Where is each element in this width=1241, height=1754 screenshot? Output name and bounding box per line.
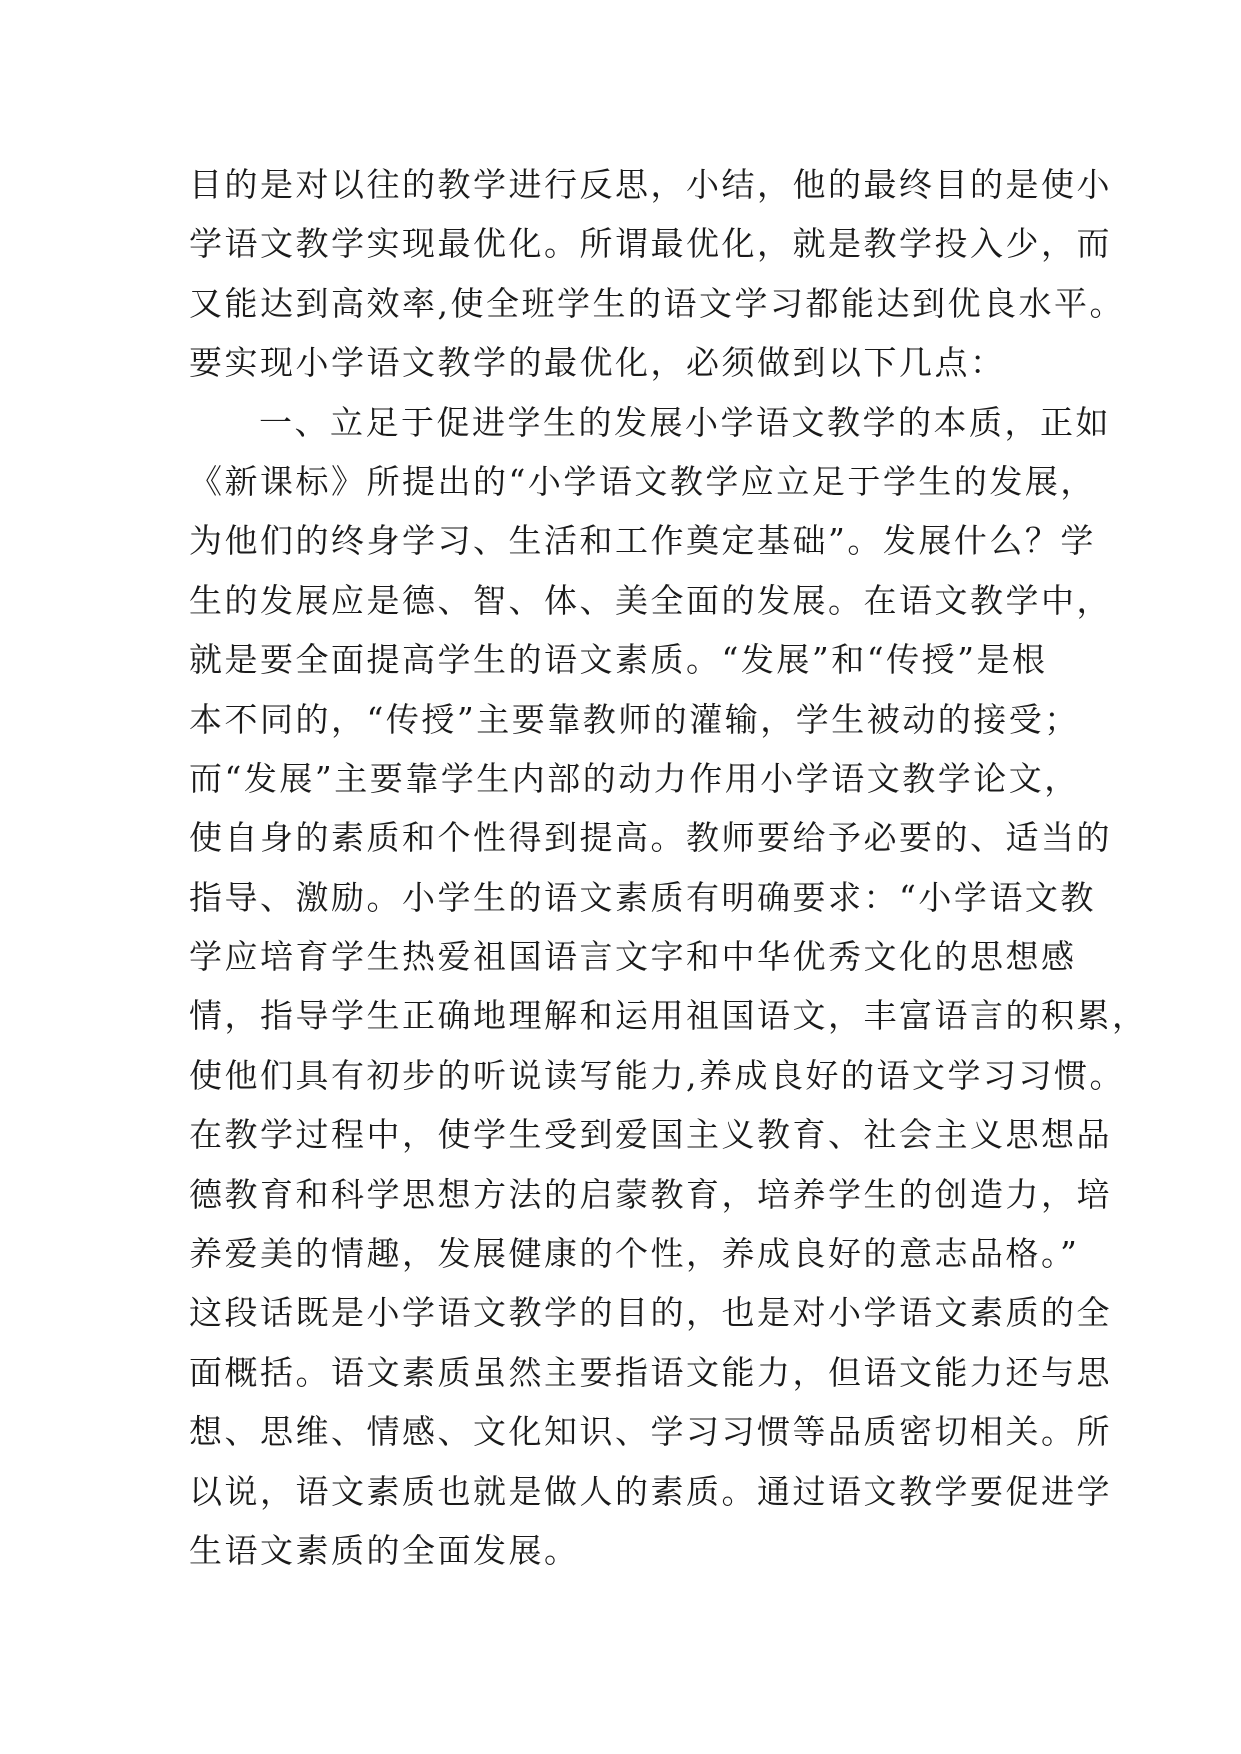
text-line: 以说，语文素质也就是做人的素质。通过语文教学要促进学 xyxy=(189,1471,1112,1511)
text-line: 情，指导学生正确地理解和运用祖国语文，丰富语言的积累， xyxy=(189,996,1148,1036)
text-line: 要实现小学语文教学的最优化，必须做到以下几点： xyxy=(189,343,1006,383)
body-text xyxy=(189,155,1148,1580)
text-line: 使自身的素质和个性得到提高。教师要给予必要的、适当的 xyxy=(189,818,1112,858)
text-line: 养爱美的情趣，发展健康的个性，养成良好的意志品格。” xyxy=(189,1234,1080,1274)
text-line: 又能达到高效率,使全班学生的语文学习都能达到优良水平。 xyxy=(189,283,1125,323)
section-heading-line: 一、立足于促进学生的发展小学语文教学的本质，正如 xyxy=(259,402,1111,442)
text-line: 就是要全面提高学生的语文素质。“发展”和“传授”是根 xyxy=(189,640,1048,680)
text-line: 使他们具有初步的听说读写能力,养成良好的语文学习习惯。 xyxy=(189,1055,1125,1095)
text-line: 生语文素质的全面发展。 xyxy=(189,1530,580,1570)
text-line: 本不同的，“传授”主要靠教师的灌输，学生被动的接受； xyxy=(189,699,1080,739)
text-line: 德教育和科学思想方法的启蒙教育，培养学生的创造力，培 xyxy=(189,1174,1112,1214)
text-line: 而“发展”主要靠学生内部的动力作用小学语文教学论文， xyxy=(189,758,1080,798)
text-line: 为他们的终身学习、生活和工作奠定基础”。发展什么？学 xyxy=(189,521,1096,561)
text-line: 指导、激励。小学生的语文素质有明确要求：“小学语文教 xyxy=(189,877,1096,917)
text-line: 想、思维、情感、文化知识、学习习惯等品质密切相关。所 xyxy=(189,1412,1112,1452)
text-line: 生的发展应是德、智、体、美全面的发展。在语文教学中， xyxy=(189,580,1112,620)
text-line: 学应培育学生热爱祖国语言文字和中华优秀文化的思想感 xyxy=(189,937,1077,977)
text-line: 学语文教学实现最优化。所谓最优化，就是教学投入少，而 xyxy=(189,224,1112,264)
text-line: 面概括。语文素质虽然主要指语文能力，但语文能力还与思 xyxy=(189,1352,1112,1392)
text-line: 目的是对以往的教学进行反思，小结，他的最终目的是使小 xyxy=(189,165,1112,204)
text-line: 《新课标》所提出的“小学语文教学应立足于学生的发展， xyxy=(189,461,1096,501)
text-line: 在教学过程中，使学生受到爱国主义教育、社会主义思想品 xyxy=(189,1115,1112,1155)
text-line: 这段话既是小学语文教学的目的，也是对小学语文素质的全 xyxy=(189,1293,1112,1333)
